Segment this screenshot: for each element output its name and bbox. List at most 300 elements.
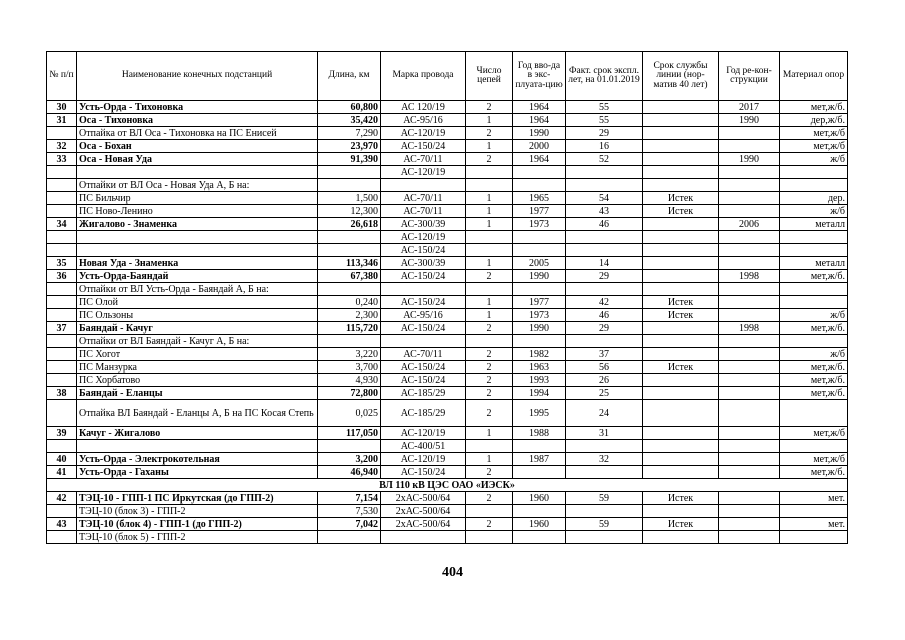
support-material: мет,ж/б. xyxy=(780,361,848,374)
circuit-count: 2 xyxy=(466,127,513,140)
line-name: Оса - Тихоновка xyxy=(77,114,318,127)
row-number xyxy=(47,505,77,518)
actual-term: 55 xyxy=(566,114,643,127)
row-number: 34 xyxy=(47,218,77,231)
wire-grade: АС-95/16 xyxy=(381,309,466,322)
service-status xyxy=(643,218,719,231)
commission-year: 1977 xyxy=(513,296,566,309)
commission-year: 1982 xyxy=(513,348,566,361)
wire-grade: АС-150/24 xyxy=(381,374,466,387)
header-recon-year: Год ре-кон-струкции xyxy=(719,52,780,101)
table-row xyxy=(47,296,848,309)
service-status xyxy=(643,322,719,335)
commission-year: 1960 xyxy=(513,518,566,531)
row-number: 39 xyxy=(47,427,77,440)
reconstruction-year xyxy=(719,179,780,192)
header-year-in: Год вво-да в экс-плуата-цию xyxy=(513,52,566,101)
actual-term xyxy=(566,166,643,179)
actual-term: 32 xyxy=(566,453,643,466)
row-number: 43 xyxy=(47,518,77,531)
line-name: Усть-Орда - Гаханы xyxy=(77,466,318,479)
header-service-term: Срок службы линии (нор-матив 40 лет) xyxy=(643,52,719,101)
service-status xyxy=(643,505,719,518)
reconstruction-year xyxy=(719,466,780,479)
table-row xyxy=(47,531,848,544)
circuit-count: 1 xyxy=(466,309,513,322)
table-row xyxy=(47,427,848,440)
line-name: ПС Ользоны xyxy=(77,309,318,322)
reconstruction-year xyxy=(719,140,780,153)
wire-grade xyxy=(381,283,466,296)
table-row xyxy=(47,114,848,127)
wire-grade: АС-70/11 xyxy=(381,192,466,205)
table-body xyxy=(47,101,848,544)
circuit-count xyxy=(466,531,513,544)
line-length: 23,970 xyxy=(318,140,381,153)
support-material xyxy=(780,400,848,427)
row-number: 32 xyxy=(47,140,77,153)
reconstruction-year xyxy=(719,492,780,505)
actual-term: 56 xyxy=(566,361,643,374)
circuit-count: 1 xyxy=(466,427,513,440)
line-name: ТЭЦ-10 (блок 4) - ГПП-1 (до ГПП-2) xyxy=(77,518,318,531)
wire-grade: АС-120/19 xyxy=(381,127,466,140)
wire-grade: 2хАС-500/64 xyxy=(381,518,466,531)
circuit-count: 2 xyxy=(466,153,513,166)
service-status: Истек xyxy=(643,518,719,531)
reconstruction-year: 1998 xyxy=(719,322,780,335)
circuit-count: 2 xyxy=(466,374,513,387)
row-number xyxy=(47,531,77,544)
table-row xyxy=(47,153,848,166)
support-material: мет,ж/б. xyxy=(780,387,848,400)
actual-term: 59 xyxy=(566,492,643,505)
service-status xyxy=(643,440,719,453)
wire-grade: АС-70/11 xyxy=(381,205,466,218)
row-number: 37 xyxy=(47,322,77,335)
reconstruction-year xyxy=(719,296,780,309)
row-number: 40 xyxy=(47,453,77,466)
actual-term xyxy=(566,231,643,244)
line-length xyxy=(318,440,381,453)
support-material xyxy=(780,179,848,192)
line-name: Отпайки от ВЛ Оса - Новая Уда А, Б на: xyxy=(77,179,318,192)
actual-term xyxy=(566,440,643,453)
row-number xyxy=(47,283,77,296)
service-status xyxy=(643,101,719,114)
actual-term: 42 xyxy=(566,296,643,309)
actual-term: 29 xyxy=(566,322,643,335)
support-material: мет,ж/б xyxy=(780,140,848,153)
commission-year: 1973 xyxy=(513,218,566,231)
row-number: 41 xyxy=(47,466,77,479)
actual-term: 16 xyxy=(566,140,643,153)
row-number xyxy=(47,361,77,374)
service-status: Истек xyxy=(643,296,719,309)
circuit-count: 1 xyxy=(466,257,513,270)
wire-grade: АС-120/19 xyxy=(381,166,466,179)
wire-grade: АС-70/11 xyxy=(381,153,466,166)
support-material: дер,ж/б. xyxy=(780,114,848,127)
circuit-count: 2 xyxy=(466,322,513,335)
table-row xyxy=(47,322,848,335)
row-number xyxy=(47,231,77,244)
line-name: Новая Уда - Знаменка xyxy=(77,257,318,270)
wire-grade: 2хАС-500/64 xyxy=(381,492,466,505)
table-row xyxy=(47,518,848,531)
commission-year: 1963 xyxy=(513,361,566,374)
service-status xyxy=(643,257,719,270)
table-row xyxy=(47,205,848,218)
actual-term: 54 xyxy=(566,192,643,205)
table-row xyxy=(47,179,848,192)
circuit-count: 1 xyxy=(466,218,513,231)
page-number: 404 xyxy=(442,565,463,580)
line-name: Жигалово - Знаменка xyxy=(77,218,318,231)
commission-year xyxy=(513,466,566,479)
support-material xyxy=(780,531,848,544)
service-status xyxy=(643,166,719,179)
support-material: металл xyxy=(780,257,848,270)
line-name: Качуг - Жигалово xyxy=(77,427,318,440)
line-name xyxy=(77,231,318,244)
reconstruction-year xyxy=(719,440,780,453)
wire-grade: АС-150/24 xyxy=(381,466,466,479)
table-row xyxy=(47,218,848,231)
wire-grade: 2хАС-500/64 xyxy=(381,505,466,518)
wire-grade: АС-70/11 xyxy=(381,348,466,361)
header-circuits: Число цепей xyxy=(466,52,513,101)
support-material: дер. xyxy=(780,192,848,205)
line-length xyxy=(318,531,381,544)
section-title: ВЛ 110 кВ ЦЭС ОАО «ИЭСК» xyxy=(47,479,848,492)
service-status xyxy=(643,335,719,348)
row-number: 31 xyxy=(47,114,77,127)
line-length: 117,050 xyxy=(318,427,381,440)
row-number xyxy=(47,166,77,179)
circuit-count xyxy=(466,335,513,348)
line-length xyxy=(318,166,381,179)
line-length xyxy=(318,179,381,192)
commission-year: 1995 xyxy=(513,400,566,427)
commission-year xyxy=(513,531,566,544)
line-name: ПС Хогот xyxy=(77,348,318,361)
wire-grade: АС-120/19 xyxy=(381,231,466,244)
reconstruction-year xyxy=(719,205,780,218)
support-material: мет,ж/б. xyxy=(780,270,848,283)
line-name: Отпайка от ВЛ Оса - Тихоновка на ПС Енисей xyxy=(77,127,318,140)
wire-grade: АС-185/29 xyxy=(381,387,466,400)
service-status: Истек xyxy=(643,192,719,205)
table-row xyxy=(47,192,848,205)
commission-year: 1960 xyxy=(513,492,566,505)
row-number xyxy=(47,127,77,140)
circuit-count xyxy=(466,505,513,518)
service-status xyxy=(643,453,719,466)
table-row xyxy=(47,257,848,270)
support-material: мет. xyxy=(780,492,848,505)
actual-term: 37 xyxy=(566,348,643,361)
table-row xyxy=(47,387,848,400)
commission-year: 1990 xyxy=(513,322,566,335)
support-material xyxy=(780,244,848,257)
line-name: ТЭЦ-10 (блок 5) - ГПП-2 xyxy=(77,531,318,544)
service-status xyxy=(643,244,719,257)
table-row xyxy=(47,166,848,179)
reconstruction-year xyxy=(719,335,780,348)
table-row xyxy=(47,361,848,374)
service-status xyxy=(643,348,719,361)
table-row xyxy=(47,244,848,257)
reconstruction-year xyxy=(719,387,780,400)
circuit-count: 2 xyxy=(466,466,513,479)
line-name: ПС Манзурка xyxy=(77,361,318,374)
reconstruction-year xyxy=(719,231,780,244)
circuit-count: 2 xyxy=(466,270,513,283)
circuit-count: 2 xyxy=(466,492,513,505)
line-length: 3,220 xyxy=(318,348,381,361)
row-number xyxy=(47,440,77,453)
actual-term xyxy=(566,244,643,257)
table-row xyxy=(47,127,848,140)
table-row xyxy=(47,374,848,387)
table-row xyxy=(47,348,848,361)
table-row xyxy=(47,231,848,244)
line-length: 4,930 xyxy=(318,374,381,387)
reconstruction-year xyxy=(719,518,780,531)
line-name: Оса - Новая Уда xyxy=(77,153,318,166)
line-length: 7,042 xyxy=(318,518,381,531)
line-name: Отпайка ВЛ Баяндай - Еланцы А, Б на ПС Косая Степь xyxy=(77,400,318,427)
support-material: ж/б xyxy=(780,348,848,361)
commission-year: 1990 xyxy=(513,127,566,140)
commission-year xyxy=(513,505,566,518)
line-length: 91,390 xyxy=(318,153,381,166)
header-name: Наименование конечных подстанций xyxy=(77,52,318,101)
wire-grade: АС-150/24 xyxy=(381,270,466,283)
support-material: мет. xyxy=(780,518,848,531)
line-name: ПС Бильчир xyxy=(77,192,318,205)
wire-grade xyxy=(381,179,466,192)
line-length: 3,200 xyxy=(318,453,381,466)
line-length: 67,380 xyxy=(318,270,381,283)
actual-term: 43 xyxy=(566,205,643,218)
line-length: 12,300 xyxy=(318,205,381,218)
line-name: Усть-Орда - Тихоновка xyxy=(77,101,318,114)
circuit-count: 1 xyxy=(466,192,513,205)
line-name: Усть-Орда-Баяндай xyxy=(77,270,318,283)
actual-term: 46 xyxy=(566,309,643,322)
service-status xyxy=(643,114,719,127)
wire-grade: АС 120/19 xyxy=(381,101,466,114)
circuit-count xyxy=(466,440,513,453)
commission-year: 1987 xyxy=(513,453,566,466)
support-material: мет,ж/б xyxy=(780,127,848,140)
row-number xyxy=(47,348,77,361)
row-number xyxy=(47,192,77,205)
line-name: ПС Хорбатово xyxy=(77,374,318,387)
line-length: 3,700 xyxy=(318,361,381,374)
service-status: Истек xyxy=(643,309,719,322)
table-row xyxy=(47,335,848,348)
reconstruction-year: 2006 xyxy=(719,218,780,231)
circuit-count xyxy=(466,166,513,179)
support-material: ж/б xyxy=(780,309,848,322)
commission-year: 2005 xyxy=(513,257,566,270)
table-row xyxy=(47,140,848,153)
wire-grade xyxy=(381,335,466,348)
actual-term: 29 xyxy=(566,127,643,140)
service-status: Истек xyxy=(643,205,719,218)
table-row xyxy=(47,101,848,114)
line-length: 0,240 xyxy=(318,296,381,309)
table-row xyxy=(47,466,848,479)
line-name: Баяндай - Качуг xyxy=(77,322,318,335)
commission-year: 1964 xyxy=(513,101,566,114)
line-length: 7,290 xyxy=(318,127,381,140)
table-row xyxy=(47,492,848,505)
service-status xyxy=(643,400,719,427)
circuit-count xyxy=(466,244,513,257)
circuit-count: 1 xyxy=(466,453,513,466)
support-material xyxy=(780,440,848,453)
commission-year: 1988 xyxy=(513,427,566,440)
header-material: Материал опор xyxy=(780,52,848,101)
wire-grade: АС-185/29 xyxy=(381,400,466,427)
actual-term: 25 xyxy=(566,387,643,400)
line-length: 113,346 xyxy=(318,257,381,270)
support-material xyxy=(780,166,848,179)
support-material: ж/б xyxy=(780,153,848,166)
table-row xyxy=(47,270,848,283)
line-name xyxy=(77,166,318,179)
line-length: 72,800 xyxy=(318,387,381,400)
table-row xyxy=(47,283,848,296)
line-name: Усть-Орда - Электрокотельная xyxy=(77,453,318,466)
support-material xyxy=(780,335,848,348)
commission-year: 1964 xyxy=(513,153,566,166)
row-number xyxy=(47,296,77,309)
support-material: мет,ж/б xyxy=(780,453,848,466)
support-material: ж/б xyxy=(780,205,848,218)
reconstruction-year xyxy=(719,244,780,257)
service-status: Истек xyxy=(643,361,719,374)
line-name: Оса - Бохан xyxy=(77,140,318,153)
service-status xyxy=(643,387,719,400)
table-row xyxy=(47,309,848,322)
service-status xyxy=(643,231,719,244)
actual-term: 55 xyxy=(566,101,643,114)
reconstruction-year xyxy=(719,166,780,179)
table-row xyxy=(47,505,848,518)
lines-register-table xyxy=(46,51,848,544)
reconstruction-year xyxy=(719,531,780,544)
circuit-count: 2 xyxy=(466,361,513,374)
reconstruction-year xyxy=(719,192,780,205)
row-number: 35 xyxy=(47,257,77,270)
table-row xyxy=(47,400,848,427)
line-length: 1,500 xyxy=(318,192,381,205)
circuit-count xyxy=(466,283,513,296)
commission-year xyxy=(513,231,566,244)
row-number: 33 xyxy=(47,153,77,166)
actual-term: 46 xyxy=(566,218,643,231)
support-material xyxy=(780,505,848,518)
actual-term xyxy=(566,505,643,518)
table-row xyxy=(47,453,848,466)
circuit-count: 2 xyxy=(466,518,513,531)
circuit-count: 2 xyxy=(466,400,513,427)
line-name xyxy=(77,244,318,257)
commission-year: 1993 xyxy=(513,374,566,387)
wire-grade: АС-150/24 xyxy=(381,322,466,335)
service-status xyxy=(643,153,719,166)
row-number xyxy=(47,244,77,257)
row-number xyxy=(47,179,77,192)
commission-year xyxy=(513,440,566,453)
reconstruction-year: 1990 xyxy=(719,153,780,166)
circuit-count: 1 xyxy=(466,205,513,218)
commission-year: 1994 xyxy=(513,387,566,400)
reconstruction-year xyxy=(719,361,780,374)
header-length: Длина, км xyxy=(318,52,381,101)
reconstruction-year xyxy=(719,257,780,270)
wire-grade: АС-120/19 xyxy=(381,453,466,466)
actual-term: 52 xyxy=(566,153,643,166)
wire-grade: АС-300/39 xyxy=(381,257,466,270)
line-name: ПС Ново-Ленино xyxy=(77,205,318,218)
line-length xyxy=(318,283,381,296)
commission-year xyxy=(513,179,566,192)
line-length: 7,530 xyxy=(318,505,381,518)
wire-grade: АС-150/24 xyxy=(381,361,466,374)
reconstruction-year: 2017 xyxy=(719,101,780,114)
line-length: 60,800 xyxy=(318,101,381,114)
row-number xyxy=(47,205,77,218)
circuit-count: 2 xyxy=(466,101,513,114)
service-status xyxy=(643,427,719,440)
section-row xyxy=(47,479,848,492)
support-material: мет,ж/б. xyxy=(780,374,848,387)
row-number: 38 xyxy=(47,387,77,400)
reconstruction-year: 1990 xyxy=(719,114,780,127)
line-name: ТЭЦ-10 - ГПП-1 ПС Иркутская (до ГПП-2) xyxy=(77,492,318,505)
line-length: 0,025 xyxy=(318,400,381,427)
reconstruction-year xyxy=(719,427,780,440)
line-name: Отпайки от ВЛ Баяндай - Качуг А, Б на: xyxy=(77,335,318,348)
wire-grade xyxy=(381,531,466,544)
service-status xyxy=(643,270,719,283)
commission-year: 1990 xyxy=(513,270,566,283)
row-number xyxy=(47,309,77,322)
line-length: 2,300 xyxy=(318,309,381,322)
line-length: 35,420 xyxy=(318,114,381,127)
line-length xyxy=(318,231,381,244)
wire-grade: АС-95/16 xyxy=(381,114,466,127)
commission-year: 2000 xyxy=(513,140,566,153)
line-length: 7,154 xyxy=(318,492,381,505)
actual-term: 26 xyxy=(566,374,643,387)
circuit-count: 2 xyxy=(466,387,513,400)
line-name: Отпайки от ВЛ Усть-Орда - Баяндай А, Б на: xyxy=(77,283,318,296)
support-material: мет,ж/б. xyxy=(780,466,848,479)
header-num: № п/п xyxy=(47,52,77,101)
line-name: Баяндай - Еланцы xyxy=(77,387,318,400)
reconstruction-year: 1998 xyxy=(719,270,780,283)
actual-term xyxy=(566,335,643,348)
service-status: Истек xyxy=(643,492,719,505)
line-length: 115,720 xyxy=(318,322,381,335)
